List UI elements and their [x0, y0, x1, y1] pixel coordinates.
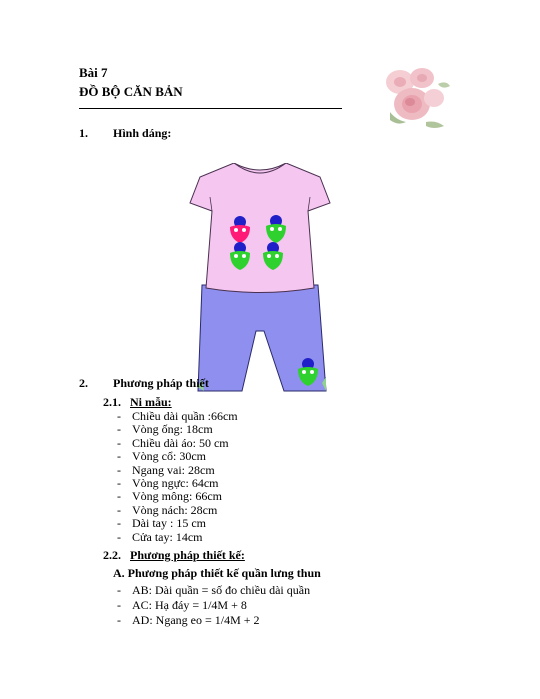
- bullet-dash: -: [117, 462, 121, 477]
- subsection-2-2-number: 2.2.: [103, 548, 121, 562]
- section-a-heading: A. Phương pháp thiết kế quần lưng thun: [113, 566, 321, 580]
- section-1-number: 1.: [79, 126, 88, 140]
- bullet-dash: -: [117, 489, 121, 504]
- section-2-heading: [79, 376, 209, 391]
- measurement-item-text: Vòng nách: 28cm: [132, 502, 218, 517]
- measurement-item-text: Ngang vai: 28cm: [132, 462, 215, 477]
- pants-step-item: [117, 613, 310, 628]
- section-2-number: 2.: [79, 376, 88, 390]
- measurement-item-text: Vòng mông: 66cm: [132, 489, 222, 504]
- measurement-item-text: Vòng ngực: 64cm: [132, 476, 219, 491]
- bullet-dash: -: [117, 598, 121, 612]
- subsection-2-1-number: 2.1.: [103, 395, 121, 409]
- bullet-dash: -: [117, 502, 121, 517]
- measurement-item: [117, 477, 238, 490]
- bullet-dash: -: [117, 613, 121, 627]
- measurement-item: [117, 504, 238, 517]
- bullet-dash: -: [117, 435, 121, 450]
- pants-step-item-text: AD: Ngang eo = 1/4M + 2: [132, 613, 260, 627]
- measurement-item: [117, 531, 238, 544]
- measurement-item-text: Chiều dài áo: 50 cm: [132, 435, 229, 450]
- measurement-item: [117, 517, 238, 530]
- bullet-dash: -: [117, 583, 121, 597]
- measurement-item: [117, 410, 238, 423]
- subsection-2-1-title: Ni mẫu:: [130, 395, 172, 409]
- measurement-item-text: Vòng cổ: 30cm: [132, 449, 206, 464]
- bullet-dash: -: [117, 422, 121, 437]
- subsection-2-2-title: Phương pháp thiết kế:: [130, 548, 245, 562]
- measurement-item: [117, 490, 238, 503]
- measurement-list: [117, 410, 238, 544]
- section-1-title: Hình dáng:: [113, 126, 172, 140]
- pants-step-item: [117, 583, 310, 598]
- title-divider: [79, 108, 342, 109]
- rose-flower-image: [382, 62, 452, 134]
- bullet-dash: -: [117, 476, 121, 491]
- section-1-heading: [79, 126, 171, 141]
- outfit-illustration: [180, 163, 340, 395]
- pants-steps-list: [117, 583, 310, 628]
- lesson-number: Bài 7: [79, 65, 108, 80]
- measurement-item: [117, 450, 238, 463]
- measurement-item-text: Cửa tay: 14cm: [132, 529, 203, 544]
- measurement-item-text: Dài tay : 15 cm: [132, 516, 206, 531]
- measurement-item: [117, 423, 238, 436]
- measurement-item-text: Chiều dài quần :66cm: [132, 409, 238, 423]
- subsection-2-1-heading: [103, 395, 172, 410]
- measurement-item-text: Vòng ống: 18cm: [132, 422, 213, 437]
- subsection-2-2-heading: [103, 548, 245, 563]
- pants-step-item: [117, 598, 310, 613]
- measurement-item: [117, 464, 238, 477]
- pants-step-item-text: AB: Dài quần = số đo chiều dài quần: [132, 583, 311, 597]
- bullet-dash: -: [117, 409, 121, 423]
- bullet-dash: -: [117, 529, 121, 544]
- bullet-dash: -: [117, 516, 121, 531]
- section-2-title: Phương pháp thiết: [113, 376, 209, 390]
- pants-step-item-text: AC: Hạ đáy = 1/4M + 8: [132, 598, 247, 612]
- bullet-dash: -: [117, 449, 121, 464]
- measurement-item: [117, 437, 238, 450]
- page-title: ĐỒ BỘ CĂN BẢN: [79, 84, 183, 99]
